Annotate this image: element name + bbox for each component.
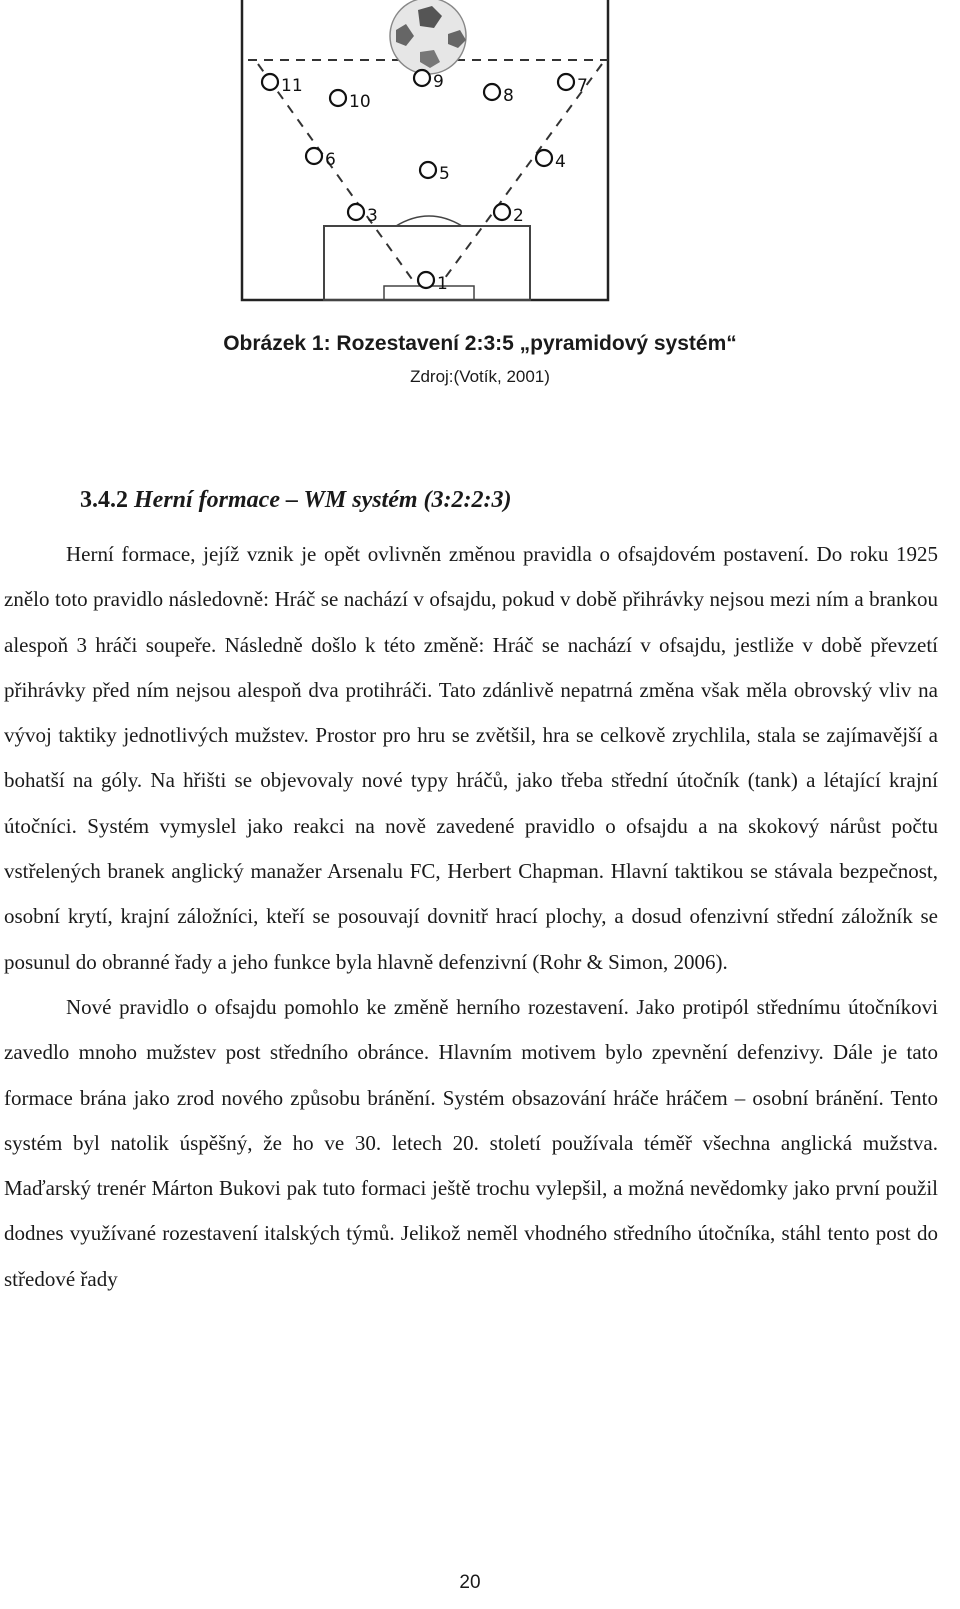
player-number: 5 <box>439 164 450 184</box>
penalty-arc <box>396 216 462 226</box>
player-circle <box>306 148 322 164</box>
body-text <box>4 532 938 1302</box>
ball-icon <box>390 0 466 74</box>
player-circle <box>348 204 364 220</box>
player-marker <box>262 74 303 96</box>
player-circle <box>418 272 434 288</box>
players-layer <box>262 70 588 294</box>
player-marker <box>536 150 566 172</box>
section-title: Herní formace – WM systém (3:2:2:3) <box>134 487 512 513</box>
page-number: 20 <box>459 1572 481 1593</box>
player-marker <box>494 204 524 226</box>
player-number: 6 <box>325 150 336 170</box>
paragraph-1: Herní formace, jejíž vznik je opět ovlivněn změnou pravidla o ofsajdovém postavení. Do roku 1925 znělo toto pravidlo následovně: Hráč se nachází v ofsajdu, pokud v době přihrávky nejsou mezi ním a brankou alespoň 3 hráči soupeře. Následně došlo k této změně: Hráč se nachází v ofsajdu, jestliže v době převzetí přihrávky před ním nejsou alespoň dva protihráči. Tato zdánlivě nepatrná změna však měla obrovský vliv na vývoj taktiky jednotlivých mužstev. Prostor pro hru se zvětšil, hra se celkově zrychlila, stala se zajímavější a bohatší na góly. Na hřišti se objevovaly nové typy hráčů, jako třeba střední útočník (tank) a létající krajní útočníci. Systém vymyslel jako reakci na nově zavedené pravidlo o ofsajdu a na skokový nárůst počtu vstřelených branek anglický manažer Arsenalu FC, Herbert Chapman. Hlavní taktikou se stávala bezpečnost, osobní krytí, krajní záložníci, kteří se posouvají dovnitř hrací plochy, a dosud ofenzivní střední záložník se posunul do obranné řady a jeho funkce byla hlavně defenzivní (Rohr & Simon, 2006). <box>4 542 938 974</box>
player-number: 7 <box>577 76 588 96</box>
player-marker <box>330 90 371 112</box>
player-number: 11 <box>281 76 303 96</box>
section-number: 3.4.2 <box>80 487 128 513</box>
section-heading <box>80 484 512 516</box>
player-circle <box>330 90 346 106</box>
player-number: 2 <box>513 206 524 226</box>
player-marker <box>558 74 588 96</box>
player-marker <box>348 204 378 226</box>
dashed-line-right <box>442 64 602 282</box>
player-marker <box>484 84 514 106</box>
player-marker <box>306 148 336 170</box>
player-number: 8 <box>503 86 514 106</box>
player-circle <box>414 70 430 86</box>
player-marker <box>418 272 448 294</box>
player-marker <box>414 70 444 92</box>
paragraph-2: Nové pravidlo o ofsajdu pomohlo ke změně herního rozestavení. Jako protipól střednímu útočníkovi zavedlo mnoho mužstev post středního obránce. Hlavním motivem bylo zpevnění defenzivy. Dále je tato formace brána jako zrod nového způsobu bránění. Systém obsazování hráče hráčem – osobní bránění. Tento systém byl natolik úspěšný, že ho ve 30. letech 20. století používala téměř všechna anglická mužstva. Maďarský trenér Márton Bukovi pak tuto formaci ještě trochu vylepšil, a možná nevědomky jako první použil dodnes využívané rozestavení italských týmů. Jelikož neměl vhodného středního útočníka, stáhl tento post do středové řady <box>4 994 938 1291</box>
player-circle <box>494 204 510 220</box>
formation-diagram <box>236 0 616 310</box>
figure-caption-source: Zdroj:(Votík, 2001) <box>410 367 550 386</box>
figure-caption-title: Obrázek 1: Rozestavení 2:3:5 „pyramidový systém“ <box>223 332 737 355</box>
player-number: 1 <box>437 274 448 294</box>
player-number: 9 <box>433 72 444 92</box>
pyramid-formation-svg <box>236 0 616 310</box>
player-circle <box>420 162 436 178</box>
player-number: 10 <box>349 92 371 112</box>
player-number: 4 <box>555 152 566 172</box>
player-circle <box>558 74 574 90</box>
player-marker <box>420 162 450 184</box>
player-circle <box>262 74 278 90</box>
player-circle <box>484 84 500 100</box>
player-number: 3 <box>367 206 378 226</box>
player-circle <box>536 150 552 166</box>
